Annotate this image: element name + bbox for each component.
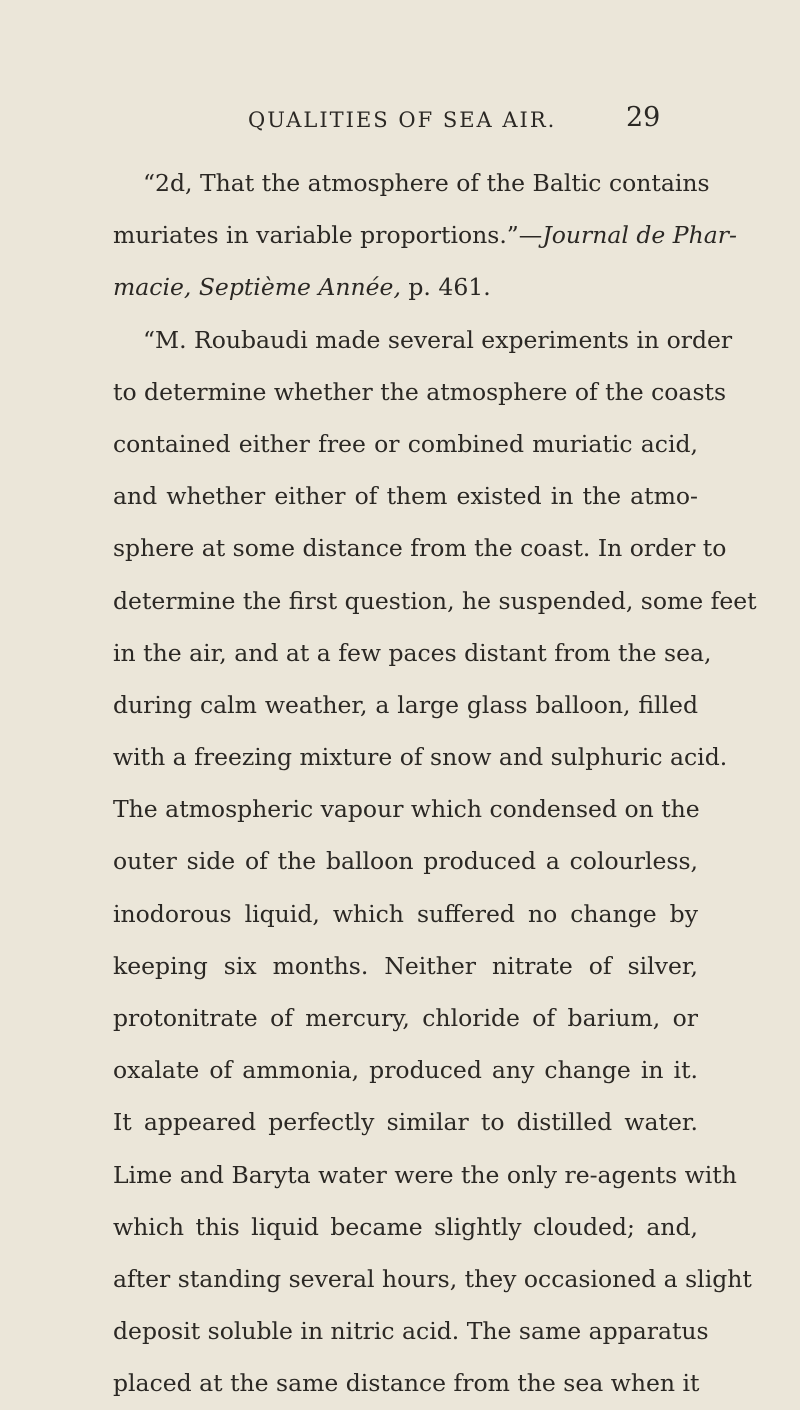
- text-line: keeping six months. Neither nitrate of silver,: [113, 951, 698, 980]
- running-head: [0, 100, 800, 140]
- text-line: It appeared perfectly similar to distilled water.: [113, 1108, 698, 1137]
- text-line: deposit soluble in nitric acid. The same apparatus: [113, 1317, 709, 1346]
- text-segment: muriates in variable proportions.”—: [113, 221, 543, 250]
- text-line: “2d, That the atmosphere of the Baltic contains: [143, 169, 710, 197]
- text-line: inodorous liquid, which suffered no change by: [113, 899, 698, 928]
- text-line: sphere at some distance from the coast. In order to: [113, 534, 727, 563]
- text-line: oxalate of ammonia, produced any change in it.: [113, 1056, 698, 1085]
- text-line: which this liquid became slightly clouded; and,: [113, 1212, 698, 1241]
- text-line: [113, 209, 737, 261]
- text-line: outer side of the balloon produced a colourless,: [113, 847, 698, 876]
- text-line: after standing several hours, they occasioned a slight: [113, 1264, 752, 1293]
- text-line: with a freezing mixture of snow and sulphuric acid.: [113, 743, 728, 772]
- text-line: determine the first question, he suspended, some feet: [113, 586, 757, 615]
- running-head-title: QUALITIES OF SEA AIR.: [248, 108, 557, 132]
- text-line: placed at the same distance from the sea when it: [113, 1369, 700, 1398]
- text-segment: p. 461.: [400, 273, 491, 302]
- text-line: “M. Roubaudi made several experiments in order: [143, 325, 733, 354]
- body-text: [113, 157, 757, 1410]
- text-line: The atmospheric vapour which condensed on the: [113, 795, 700, 824]
- text-line: [113, 261, 698, 313]
- text-line: to determine whether the atmosphere of the coasts: [113, 377, 727, 406]
- text-line: contained either free or combined muriatic acid,: [113, 429, 698, 458]
- text-line: in the air, and at a few paces distant from the sea,: [113, 638, 712, 667]
- page-number: 29: [626, 102, 661, 133]
- text-line: Lime and Baryta water were the only re-agents with: [113, 1160, 737, 1189]
- text-line: protonitrate of mercury, chloride of barium, or: [113, 1004, 698, 1032]
- text-segment-italic: Journal de Phar-: [542, 221, 737, 250]
- text-line: and whether either of them existed in the atmo-: [113, 482, 698, 511]
- text-line: during calm weather, a large glass balloon, filled: [113, 690, 698, 719]
- text-segment-italic: macie, Septième Année,: [113, 273, 401, 302]
